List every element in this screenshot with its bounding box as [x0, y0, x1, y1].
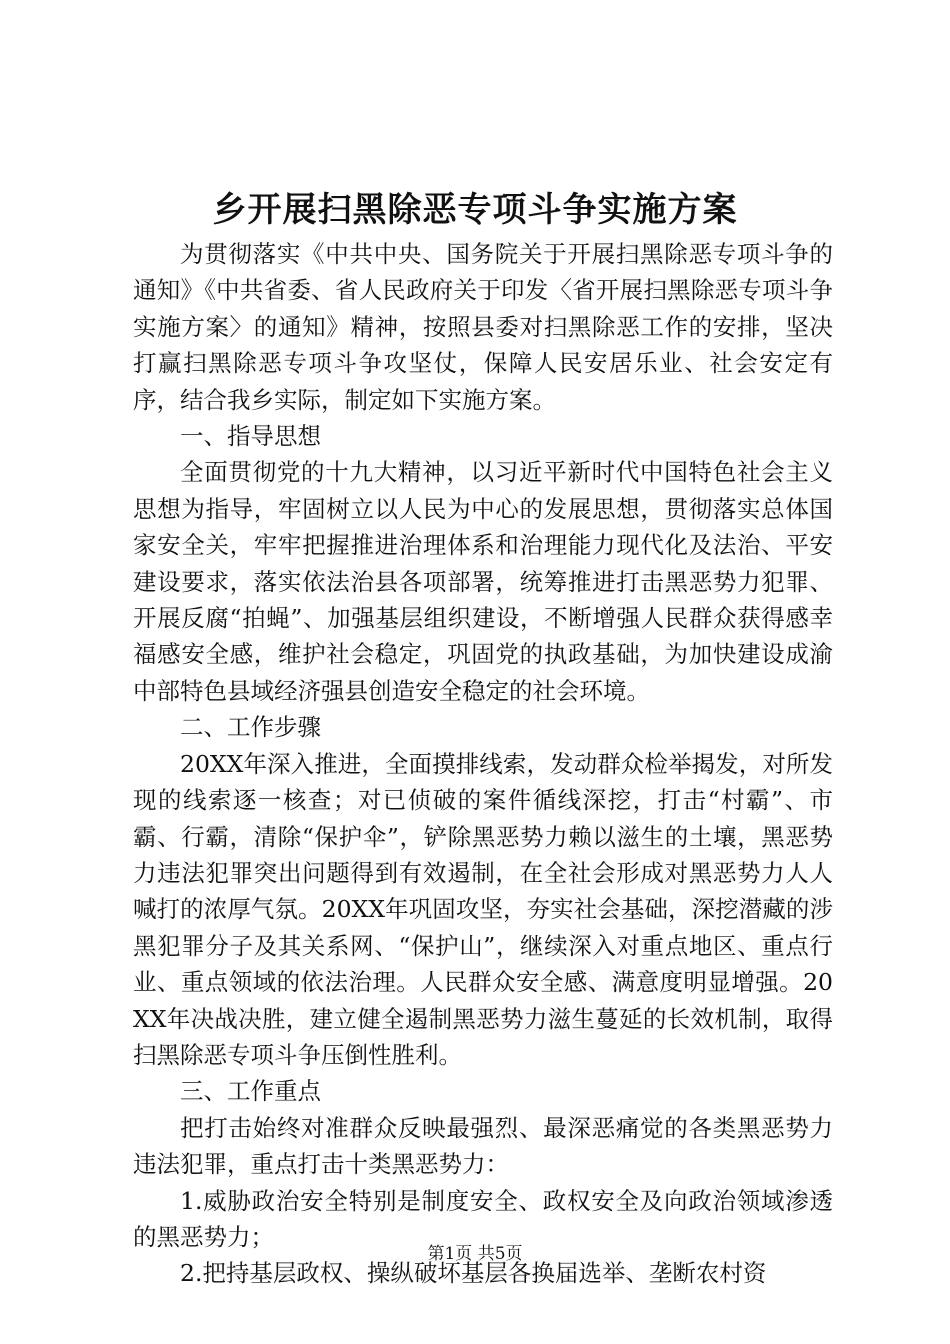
guiding-ideology-paragraph: 全面贯彻党的十九大精神，以习近平新时代中国特色社会主义思想为指导，牢固树立以人民为中心的发展思想，贯彻落实总体国家安全关，牢牢把握推进治理体系和治理能力现代化及法治、平安建设要求，落实依法治县各项部署，统筹推进打击黑恶势力犯罪、开展反腐“拍蝇”、加强基层组织建设，不断增强人民群众获得感幸福感安全感，维护社会稳定，巩固党的执政基础，为加快建设成渝中部特色县域经济强县创造安全稳定的社会环境。	[133, 458, 833, 705]
document-title: 乡开展扫黑除恶专项斗争实施方案	[212, 190, 738, 230]
list-item-1: 1.威胁政治安全特别是制度安全、政权安全及向政治领域渗透的黑恶势力；	[133, 1186, 833, 1251]
section-heading-guiding-ideology: 一、指导思想	[180, 422, 321, 451]
page-footer: 第1页 共5页	[427, 1244, 523, 1264]
section-heading-work-focus: 三、工作重点	[180, 1077, 321, 1106]
document-body	[133, 236, 833, 1292]
work-steps-paragraph: 20XX年深入推进，全面摸排线索，发动群众检举揭发，对所发现的线索逐一核查；对已侦破的案件循线深挖，打击“村霸”、市霸、行霸，清除“保护伞”，铲除黑恶势力赖以滋生的土壤，黑恶势力违法犯罪突出问题得到有效遏制，在全社会形成对黑恶势力人人喊打的浓厚气氛。20XX年巩固攻坚，夯实社会基础，深挖潜藏的涉黑犯罪分子及其关系网、“保护山”，继续深入对重点地区、重点行业、重点领域的依法治理。人民群众安全感、满意度明显增强。20XX年决战决胜，建立健全遏制黑恶势力滋生蔓延的长效机制，取得扫黑除恶专项斗争压倒性胜利。	[133, 749, 833, 1069]
section-heading-work-steps: 二、工作步骤	[180, 713, 321, 742]
work-focus-paragraph: 把打击始终对准群众反映最强烈、最深恶痛觉的各类黑恶势力违法犯罪，重点打击十类黑恶势力：	[133, 1113, 833, 1179]
list-item-2: 2.把持基层政权、操纵破坏基层各换届选举、垄断农村资	[180, 1259, 767, 1288]
intro-paragraph: 为贯彻落实《中共中央、国务院关于开展扫黑除恶专项斗争的通知》《中共省委、省人民政府关于印发〈省开展扫黑除恶专项斗争实施方案〉的通知》精神，按照县委对扫黑除恶工作的安排，坚决打赢扫黑除恶专项斗争攻坚仗，保障人民安居乐业、社会安定有序，结合我乡实际，制定如下实施方案。	[133, 240, 833, 414]
